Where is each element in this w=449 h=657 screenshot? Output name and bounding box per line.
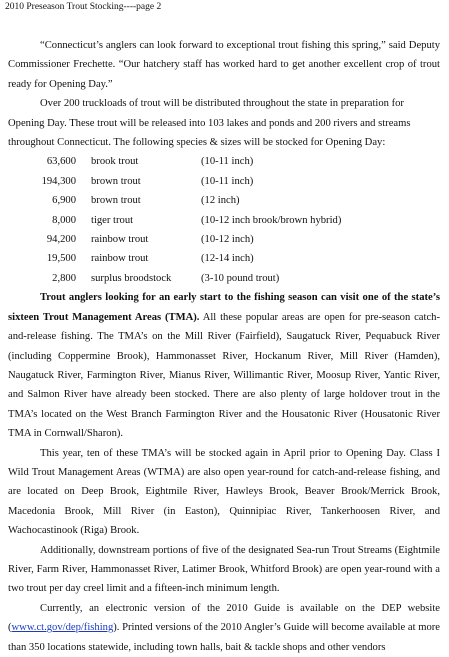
size-cell: (10-12 inch) xyxy=(201,234,254,246)
paragraph-distribution: Over 200 truckloads of trout will be distributed throughout the state in preparation for Opening Day. These trout will be released into 103 lakes and ponds and 200 rivers and streams throughout Connecticut. The following species & sizes will be stocked for Opening Day: xyxy=(8,98,411,149)
size-cell: (10-12 inch brook/brown hybrid) xyxy=(201,214,342,226)
paragraph-quote: “Connecticut’s anglers can look forward to exceptional trout fishing this spring,” said Deputy Commissioner Frechette. “Our hatchery staff has worked hard to get another excellent crop of trout ready for Opening Day.” xyxy=(8,40,440,90)
size-cell: (12 inch) xyxy=(201,195,240,207)
paragraph-sea-run: Additionally, downstream portions of five of the designated Sea-run Trout Streams (Eightmile River, Farm River, Hammonasset River, Latimer Brook, Whitford Brook) are open year-round with a two trout per day creel limit and a fifteen-inch minimum length. xyxy=(8,544,440,595)
species-cell: surplus broodstock xyxy=(91,272,172,284)
table-row xyxy=(26,249,341,268)
qty-cell: 2,800 xyxy=(52,272,76,284)
table-row xyxy=(26,152,341,171)
paragraph-guide xyxy=(8,599,440,657)
qty-cell: 8,000 xyxy=(52,214,76,226)
species-cell: brook trout xyxy=(91,156,139,168)
species-cell: brown trout xyxy=(91,175,141,187)
table-row xyxy=(26,269,341,288)
qty-cell: 19,500 xyxy=(46,253,76,265)
size-cell: (12-14 inch) xyxy=(201,253,254,265)
qty-cell: 194,300 xyxy=(41,175,76,187)
page-header: 2010 Preseason Trout Stocking----page 2 xyxy=(5,2,162,12)
species-cell: brown trout xyxy=(91,195,141,207)
tma-lead-rest: All these popular areas are open for pre-season catch-and-release fishing. The TMA’s on the Mill River (Fairfield), Saugatuck River, Pequabuck River (including Coppermine Brook), Hammonasset River, Hockanum River, Mill River (Hamden), Naugatuck River, Farmington River, Mianus River, Willimantic River, Moosup River, Yantic River, and Salmon River have already been stocked. There are also plenty of large holdover trout in the TMA’s located on the West Branch Farmington River and the Housatonic River (Housatonic River TMA in Cornwall/Sharon). xyxy=(8,311,440,440)
size-cell: (10-11 inch) xyxy=(201,175,254,187)
dep-fishing-link[interactable]: www.ct.gov/dep/fishing xyxy=(11,622,114,634)
species-cell: rainbow trout xyxy=(91,253,149,265)
guide-text-end: ). Printed versions of the 2010 Angler’s Guide will become available at more than 350 locations statewide, including town halls, bait & tackle shops and other vendors xyxy=(8,622,440,653)
table-row xyxy=(26,211,341,230)
table-row xyxy=(26,230,341,249)
table-row xyxy=(26,191,341,210)
guide-text-start: Currently, an electronic version of the 2010 Guide is available on the DEP website ( xyxy=(8,602,440,634)
qty-cell: 63,600 xyxy=(46,156,76,168)
species-cell: tiger trout xyxy=(91,214,134,226)
table-row xyxy=(26,172,341,191)
qty-cell: 6,900 xyxy=(52,195,76,207)
qty-cell: 94,200 xyxy=(46,234,76,246)
tma-lead-bold: Trout anglers looking for an early start to the fishing season can visit one of the state’s sixteen Trout Management Areas (TMA). xyxy=(8,292,440,323)
size-cell: (10-11 inch) xyxy=(201,156,254,168)
size-cell: (3-10 pound trout) xyxy=(201,272,280,284)
species-table xyxy=(26,152,341,288)
species-cell: rainbow trout xyxy=(91,234,149,246)
document-body xyxy=(8,36,440,657)
paragraph-wtma: This year, ten of these TMA’s will be stocked again in April prior to Opening Day. Class I Wild Trout Management Areas (WTMA) are also open year-round for catch-and-release fishing, and are located on Deep Brook, Eightmile River, Hawleys Brook, Beaver Brook/Merrick Brook, Macedonia Brook, Mill River (in Easton), Quinnipiac River, Tankerhoosen River, and Wachocastinook (Riga) Brook. xyxy=(8,447,440,537)
paragraph-tma xyxy=(8,288,440,443)
